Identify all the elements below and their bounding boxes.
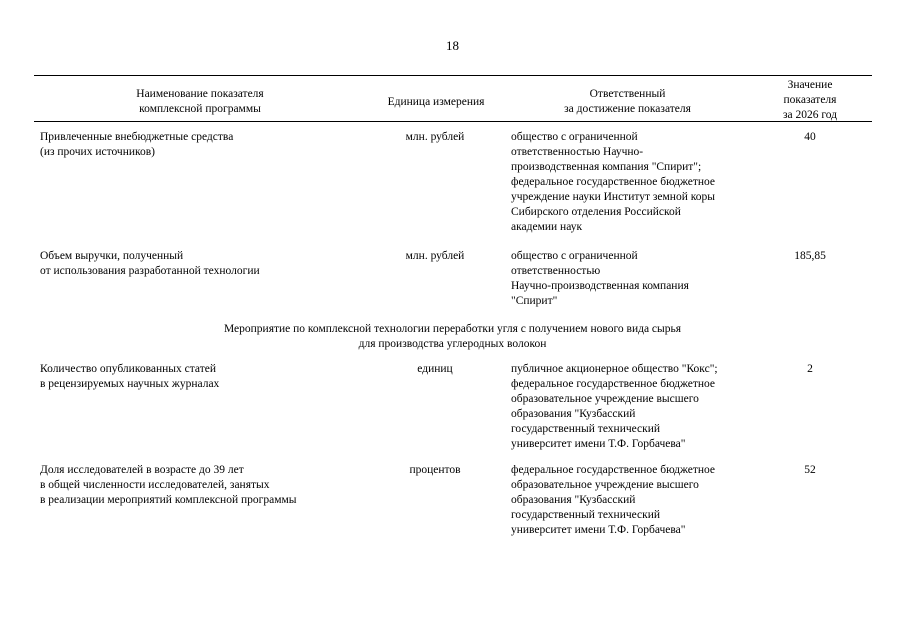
indicator-name-line: Количество опубликованных статей (40, 363, 216, 375)
responsible-line: университет имени Т.Ф. Горбачева" (511, 438, 686, 450)
responsible-line: образования "Кузбасский (511, 494, 636, 506)
indicator-name (40, 249, 370, 279)
header-indicator-name-line: Наименование показателя (136, 88, 264, 100)
indicator-name-line: Доля исследователей в возрасте до 39 лет (40, 464, 244, 476)
responsible-line: федеральное государственное бюджетное (511, 464, 716, 476)
responsible-line: федеральное государственное бюджетное (511, 176, 716, 188)
indicator-name-line: Объем выручки, полученный (40, 250, 184, 262)
indicator-responsible (511, 130, 756, 235)
page-number: 18 (446, 38, 459, 53)
indicator-name-line: от использования разработанной технологии (40, 265, 260, 277)
table-header-bottom-rule (34, 121, 872, 122)
responsible-line: Научно-производственная компания (511, 280, 689, 292)
responsible-line: государственный технический (511, 423, 661, 435)
header-value-line: за 2026 год (782, 109, 838, 121)
indicator-name-line: в рецензируемых научных журналах (40, 378, 220, 390)
section-heading (150, 322, 755, 352)
indicator-name (40, 130, 370, 160)
responsible-line: Сибирского отделения Российской (511, 206, 681, 218)
responsible-line: государственный технический (511, 509, 661, 521)
header-responsible-line: Ответственный (589, 88, 666, 100)
responsible-line: ответственностью Научно- (511, 146, 644, 158)
responsible-line: публичное акционерное общество "Кокс"; (511, 363, 718, 375)
responsible-line: общество с ограниченной (511, 131, 638, 143)
indicator-responsible (511, 249, 756, 309)
table-header-top-rule (34, 75, 872, 76)
responsible-line: образовательное учреждение высшего (511, 479, 699, 491)
responsible-line: образования "Кузбасский (511, 408, 636, 420)
indicator-responsible (511, 362, 756, 452)
header-unit-label: Единица измерения (387, 96, 485, 108)
responsible-line: ответственностью (511, 265, 601, 277)
indicator-value: 52 (804, 464, 816, 476)
indicator-value: 185,85 (794, 250, 826, 262)
indicator-responsible (511, 463, 756, 538)
section-heading-line: Мероприятие по комплексной технологии переработки угля с получением нового вида сырья (223, 323, 682, 335)
responsible-line: федеральное государственное бюджетное (511, 378, 716, 390)
indicator-unit: млн. рублей (405, 131, 465, 143)
indicator-name-line: в общей численности исследователей, занятых (40, 479, 270, 491)
indicator-value: 40 (804, 131, 816, 143)
header-indicator-name-line: комплексной программы (139, 103, 261, 115)
responsible-line: учреждение науки Институт земной коры (511, 191, 715, 203)
responsible-line: производственная компания "Спирит"; (511, 161, 702, 173)
responsible-line: образовательное учреждение высшего (511, 393, 699, 405)
indicator-name-line: в реализации мероприятий комплексной программы (40, 494, 297, 506)
responsible-line: общество с ограниченной (511, 250, 638, 262)
indicator-unit: млн. рублей (405, 250, 465, 262)
indicator-name-line: Привлеченные внебюджетные средства (40, 131, 234, 143)
indicator-name (40, 463, 370, 508)
indicator-value: 2 (807, 363, 813, 375)
indicator-name (40, 362, 370, 392)
indicator-unit: процентов (409, 464, 461, 476)
header-value (772, 78, 848, 123)
responsible-line: "Спирит" (511, 295, 558, 307)
header-responsible (545, 87, 710, 117)
header-unit (372, 95, 500, 110)
responsible-line: университет имени Т.Ф. Горбачева" (511, 524, 686, 536)
section-heading-line: для производства углеродных волокон (358, 338, 547, 350)
indicator-name-line: (из прочих источников) (40, 146, 156, 158)
header-indicator-name (110, 87, 290, 117)
header-value-line: показателя (783, 94, 837, 106)
indicator-unit: единиц (417, 363, 453, 375)
responsible-line: академии наук (511, 221, 583, 233)
header-responsible-line: за достижение показателя (564, 103, 691, 115)
header-value-line: Значение (787, 79, 833, 91)
